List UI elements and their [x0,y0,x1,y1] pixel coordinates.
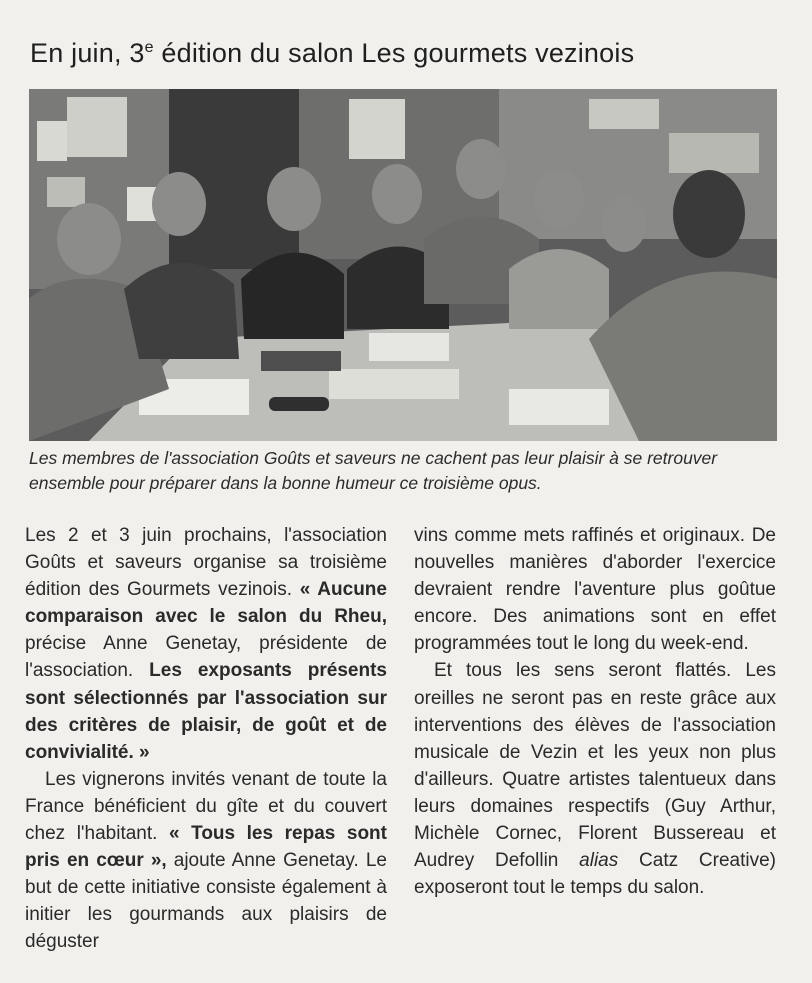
italic-text: alias [579,850,619,872]
quote-text: « Aucune comparaison avec le salon du Rheu, [25,579,387,628]
paragraph-text: Les 2 et 3 juin prochains, l'association Goûts et saveurs organise sa troisième édition des Gourmets vezinois. [25,525,387,601]
headline-superscript: e [144,39,154,56]
article-column-left [25,522,387,956]
paragraph [25,522,387,766]
headline-text-2: édition du salon Les gourmets vezinois [153,38,635,68]
article-photo [29,89,777,441]
paragraph-text: Et tous les sens seront flattés. Les oreilles ne seront pas en reste grâce aux interventions des élèves de l'association musicale de Vezin et les yeux non plus d'ailleurs. Quatre artistes talentueux dans leurs domaines respectifs (Guy Arthur, Michèle Cornec, Florent Bussereau et Audrey Defollin [414,660,776,872]
article-headline [30,36,800,70]
paragraph [25,766,387,956]
quote-text: « Tous les repas sont pris en cœur », [25,823,387,872]
headline-text-1: En juin, 3 [30,38,145,68]
paragraph [414,657,776,901]
paragraph-text: Les vignerons invités venant de toute la France bénéficient du gîte et du couvert chez l'habitant. [25,768,387,845]
paragraph-text: Catz Creative) exposeront tout le temps du salon. [414,850,776,899]
paragraph: vins comme mets raffinés et originaux. De nouvelles manières d'aborder l'exercice devraient rendre l'aventure plus goûtue encore. Des animations sont en effet programmées tout le long du week-end. [414,525,776,655]
group-photo-illustration [29,89,777,441]
paragraph-text: précise Anne Genetay, présidente de l'association. [25,633,387,682]
article-column-right [414,522,776,901]
paragraph-text: ajoute Anne Genetay. Le but de cette initiative consiste également à initier les gourmands aux plaisirs de déguster [25,850,387,953]
quote-text: Les exposants présents sont sélectionnés par l'association sur des critères de plaisir, de goût et de convivialité. » [25,660,387,763]
photo-caption: Les membres de l'association Goûts et saveurs ne cachent pas leur plaisir à se retrouver ensemble pour préparer dans la bonne humeur ce troisième opus. [29,448,718,493]
